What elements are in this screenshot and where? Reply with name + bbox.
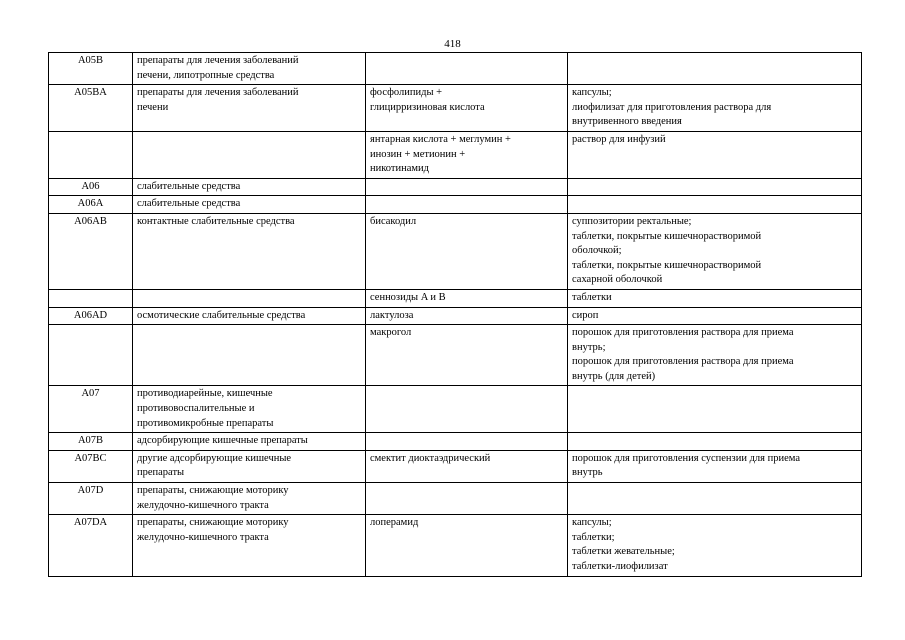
atc-code-cell (49, 289, 133, 307)
table-row (49, 386, 862, 433)
dosage-form-cell: суппозитории ректальные; таблетки, покрытые кишечнорастворимой оболочкой; таблетки, покрытые кишечнорастворимой сахарной оболочкой (568, 213, 862, 289)
dosage-form-cell (568, 483, 862, 515)
table-row (49, 196, 862, 214)
drug-name-cell: лоперамид (366, 515, 568, 576)
pharm-group-cell: препараты, снижающие моторику желудочно-кишечного тракта (133, 483, 366, 515)
pharm-group-cell: слабительные средства (133, 178, 366, 196)
dosage-form-cell: сироп (568, 307, 862, 325)
atc-code-cell: A06AD (49, 307, 133, 325)
atc-code-cell: A07BC (49, 450, 133, 482)
dosage-form-cell (568, 178, 862, 196)
table-row (49, 325, 862, 386)
table-row (49, 85, 862, 132)
pharm-group-cell: контактные слабительные средства (133, 213, 366, 289)
drug-name-cell (366, 433, 568, 451)
dosage-form-cell: капсулы; лиофилизат для приготовления раствора для внутривенного введения (568, 85, 862, 132)
table-row (49, 450, 862, 482)
dosage-form-cell: капсулы; таблетки; таблетки жевательные; таблетки-лиофилизат (568, 515, 862, 576)
atc-code-cell: A07 (49, 386, 133, 433)
atc-code-cell: A06 (49, 178, 133, 196)
dosage-form-cell (568, 433, 862, 451)
table-row (49, 483, 862, 515)
pharm-group-cell: осмотические слабительные средства (133, 307, 366, 325)
drug-name-cell: макрогол (366, 325, 568, 386)
atc-code-cell (49, 131, 133, 178)
table-row (49, 515, 862, 576)
pharm-group-cell: противодиарейные, кишечные противовоспалительные и противомикробные препараты (133, 386, 366, 433)
drug-name-cell: лактулоза (366, 307, 568, 325)
pharm-group-cell: адсорбирующие кишечные препараты (133, 433, 366, 451)
pharm-group-cell (133, 325, 366, 386)
atc-code-cell: A05BA (49, 85, 133, 132)
dosage-form-cell: раствор для инфузий (568, 131, 862, 178)
drug-name-cell (366, 483, 568, 515)
table-row (49, 53, 862, 85)
drug-name-cell (366, 178, 568, 196)
table-row (49, 178, 862, 196)
atc-code-cell: A07D (49, 483, 133, 515)
drug-table (48, 52, 862, 577)
drug-name-cell: сеннозиды A и B (366, 289, 568, 307)
dosage-form-cell: порошок для приготовления раствора для приема внутрь; порошок для приготовления раствора для приема внутрь (для детей) (568, 325, 862, 386)
pharm-group-cell (133, 131, 366, 178)
atc-code-cell: A05B (49, 53, 133, 85)
pharm-group-cell: препараты, снижающие моторику желудочно-кишечного тракта (133, 515, 366, 576)
drug-name-cell: янтарная кислота + меглумин + инозин + метионин + никотинамид (366, 131, 568, 178)
drug-name-cell: фосфолипиды + глицирризиновая кислота (366, 85, 568, 132)
pharm-group-cell: слабительные средства (133, 196, 366, 214)
pharm-group-cell: другие адсорбирующие кишечные препараты (133, 450, 366, 482)
dosage-form-cell (568, 196, 862, 214)
table-row (49, 433, 862, 451)
table-row (49, 213, 862, 289)
atc-code-cell: A06AB (49, 213, 133, 289)
atc-code-cell: A07B (49, 433, 133, 451)
dosage-form-cell (568, 386, 862, 433)
table-row (49, 131, 862, 178)
atc-code-cell: A07DA (49, 515, 133, 576)
drug-name-cell: смектит диоктаэдрический (366, 450, 568, 482)
drug-name-cell (366, 196, 568, 214)
pharm-group-cell: препараты для лечения заболеваний печени (133, 85, 366, 132)
dosage-form-cell: таблетки (568, 289, 862, 307)
atc-code-cell: A06A (49, 196, 133, 214)
dosage-form-cell (568, 53, 862, 85)
drug-name-cell (366, 53, 568, 85)
table-row (49, 307, 862, 325)
pharm-group-cell: препараты для лечения заболеваний печени, липотропные средства (133, 53, 366, 85)
drug-name-cell (366, 386, 568, 433)
dosage-form-cell: порошок для приготовления суспензии для приема внутрь (568, 450, 862, 482)
page-number: 418 (444, 38, 461, 50)
atc-code-cell (49, 325, 133, 386)
table-row (49, 289, 862, 307)
pharm-group-cell (133, 289, 366, 307)
drug-name-cell: бисакодил (366, 213, 568, 289)
